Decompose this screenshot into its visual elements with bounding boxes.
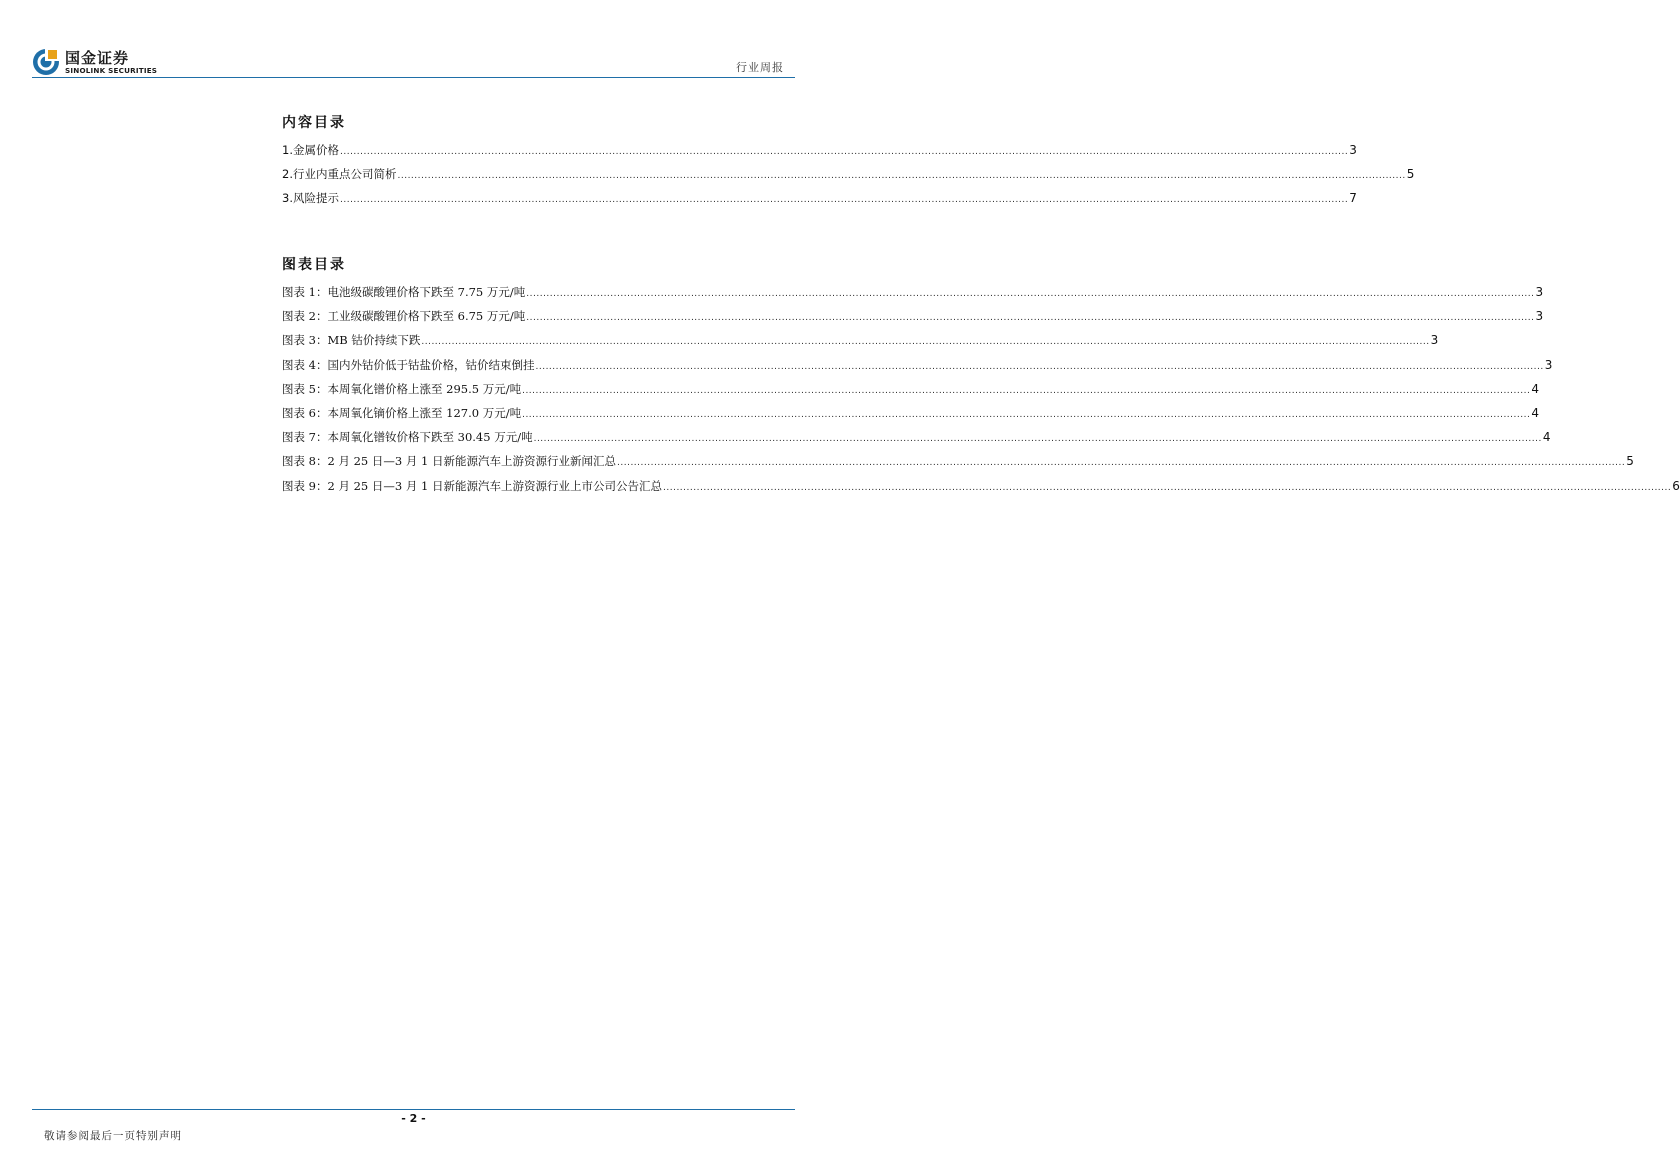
- toc-entry[interactable]: [282, 284, 1544, 308]
- toc-entry[interactable]: [282, 142, 1357, 166]
- toc-entry-label: 图表 9：2 月 25 日—3 月 1 日新能源汽车上游资源行业上市公司公告汇总: [282, 478, 662, 493]
- report-type-label: 行业周报: [736, 61, 784, 74]
- toc-entry[interactable]: [282, 166, 1415, 190]
- toc-entry-label: 1.金属价格: [282, 143, 339, 157]
- toc-entry-label: 图表 1：电池级碳酸锂价格下跌至 7.75 万元/吨: [282, 285, 526, 299]
- toc-entry[interactable]: [282, 429, 1551, 453]
- figures-list: [282, 284, 1680, 502]
- contents-section: [282, 112, 1415, 215]
- toc-leader-dots: ............................................................................................................................................................................................................................................................................................................: [339, 195, 1349, 206]
- header-divider: [32, 77, 795, 78]
- figures-section: [282, 254, 1680, 502]
- toc-entry-page: 4: [1531, 381, 1539, 396]
- toc-entry-page: 5: [1406, 167, 1415, 182]
- toc-entry-label: 图表 2：工业级碳酸锂价格下跌至 6.75 万元/吨: [282, 309, 526, 324]
- toc-entry[interactable]: [282, 357, 1553, 381]
- logo-chinese-name: 国金证券: [65, 49, 130, 67]
- toc-entry-label: 图表 6：本周氧化镝价格上涨至 127.0 万元/吨: [282, 405, 522, 420]
- toc-leader-dots: ............................................................................................................................................................................................................................................................................................................: [421, 337, 1430, 348]
- toc-leader-dots: ............................................................................................................................................................................................................................................................................................................: [617, 458, 1626, 469]
- toc-entry[interactable]: [282, 405, 1539, 429]
- toc-leader-dots: ............................................................................................................................................................................................................................................................................................................: [522, 385, 1531, 396]
- toc-entry[interactable]: [282, 308, 1544, 332]
- toc-entry-label: 图表 3：MB 钴价持续下跌: [282, 333, 421, 348]
- toc-entry[interactable]: [282, 453, 1634, 477]
- toc-leader-dots: ............................................................................................................................................................................................................................................................................................................: [533, 434, 1542, 445]
- toc-entry-page: 4: [1531, 405, 1539, 420]
- toc-entry-page: 6: [1672, 478, 1680, 493]
- toc-entry[interactable]: [282, 332, 1439, 356]
- toc-leader-dots: ............................................................................................................................................................................................................................................................................................................: [535, 361, 1544, 372]
- toc-entry[interactable]: [282, 478, 1680, 502]
- footer-divider: [32, 1109, 795, 1110]
- toc-entry[interactable]: [282, 190, 1357, 214]
- toc-entry-page: 3: [1535, 309, 1544, 324]
- company-logo: [32, 47, 162, 77]
- toc-entry[interactable]: [282, 381, 1539, 405]
- toc-leader-dots: ............................................................................................................................................................................................................................................................................................................: [339, 147, 1349, 157]
- toc-entry-page: 3: [1349, 143, 1357, 157]
- page-number: - 2 -: [401, 1112, 426, 1125]
- toc-entry-label: 图表 7：本周氧化镨钕价格下跌至 30.45 万元/吨: [282, 430, 533, 445]
- toc-entry-page: 5: [1626, 454, 1634, 469]
- toc-entry-label: 图表 5：本周氧化镨价格上涨至 295.5 万元/吨: [282, 381, 522, 396]
- toc-entry-label: 3.风险提示: [282, 191, 339, 206]
- contents-heading: 内容目录: [282, 115, 346, 131]
- toc-entry-page: 3: [1535, 285, 1544, 299]
- toc-entry-label: 2.行业内重点公司简析: [282, 167, 397, 182]
- figures-heading: 图表目录: [282, 257, 346, 273]
- toc-leader-dots: ............................................................................................................................................................................................................................................................................................................: [526, 289, 1535, 299]
- toc-entry-page: 7: [1349, 191, 1357, 206]
- sinolink-logo-icon: [32, 48, 60, 76]
- logo-english-name: SINOLINK SECURITIES: [65, 66, 158, 75]
- toc-leader-dots: ............................................................................................................................................................................................................................................................................................................: [663, 482, 1672, 493]
- toc-entry-label: 图表 8：2 月 25 日—3 月 1 日新能源汽车上游资源行业新闻汇总: [282, 454, 616, 469]
- toc-entry-label: 图表 4：国内外钴价低于钴盐价格，钴价结束倒挂: [282, 357, 535, 372]
- toc-leader-dots: ............................................................................................................................................................................................................................................................................................................: [522, 409, 1531, 420]
- toc-leader-dots: ............................................................................................................................................................................................................................................................................................................: [526, 313, 1535, 324]
- disclaimer-note: 敬请参阅最后一页特别声明: [44, 1130, 182, 1142]
- toc-entry-page: 3: [1430, 333, 1439, 348]
- toc-entry-page: 4: [1542, 430, 1551, 445]
- toc-entry-page: 3: [1544, 357, 1553, 372]
- toc-leader-dots: ............................................................................................................................................................................................................................................................................................................: [397, 171, 1406, 182]
- contents-list: [282, 142, 1415, 215]
